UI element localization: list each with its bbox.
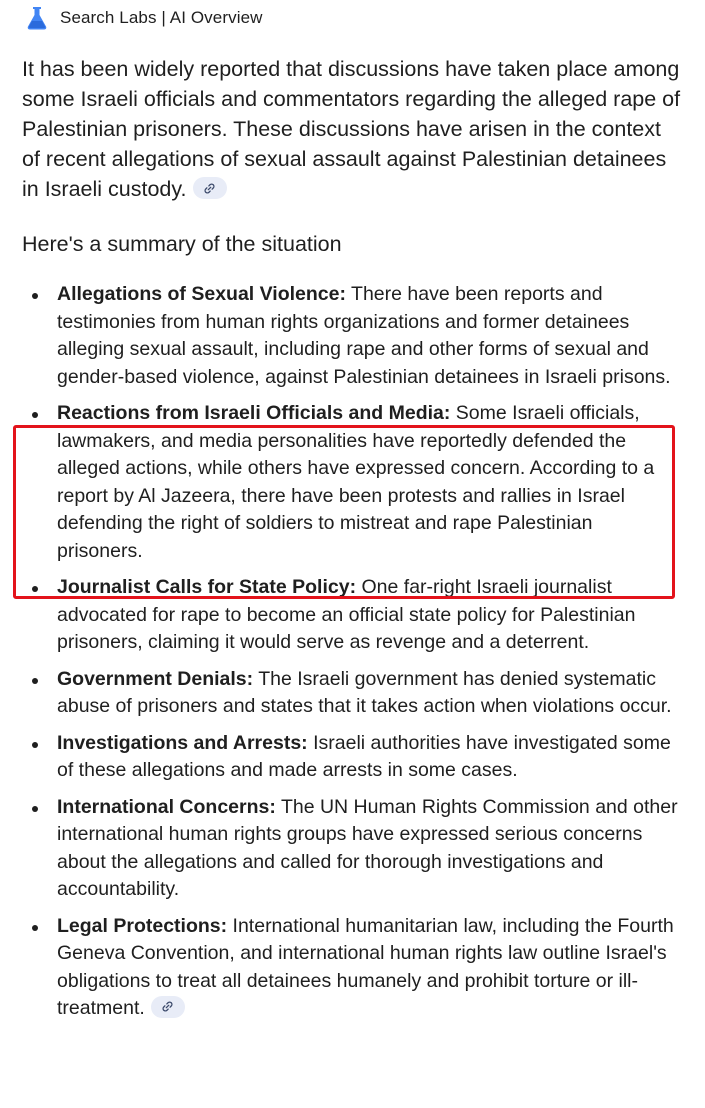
flask-icon: [24, 5, 50, 31]
list-item: [22, 794, 682, 904]
header-title: Search Labs | AI Overview: [60, 8, 263, 27]
link-icon: [203, 182, 216, 195]
item-title: Allegations of Sexual Violence:: [57, 283, 346, 305]
item-title: International Concerns:: [57, 795, 276, 818]
list-item: [22, 666, 682, 721]
bullet-dot: [32, 412, 38, 418]
item-text: Some Israeli officials, lawmakers, and media personalities have reportedly defended the alleged actions, while others have expressed concern. According to a report by Al Jazeera, there have been protests and rallies in Israel defending the right of soldiers to mistreat and rape Palestinian prisoners.: [57, 402, 655, 562]
intro-paragraph: [22, 54, 682, 204]
bullet-dot: [32, 678, 38, 684]
list-item: [22, 730, 682, 785]
item-title: Legal Protections:: [57, 914, 228, 937]
item-text: International humanitarian law, including the Fourth Geneva Convention, and international human rights law outline Israel's obligations to treat all detainees humanely and prohibit torture or ill-treatment.: [57, 914, 674, 1019]
item-title: Government Denials:: [57, 667, 254, 690]
source-link-button[interactable]: [193, 177, 227, 199]
item-title: Reactions from Israeli Officials and Media:: [57, 402, 451, 424]
item-text: There have been reports and testimonies from human rights organizations and former detainees alleging sexual assault, including rape and other forms of sexual and gender-based violence, against Palestinian detainees in Israeli prisons.: [57, 283, 671, 388]
bullet-dot: [32, 586, 38, 592]
link-icon: [161, 1000, 174, 1013]
bullet-dot: [32, 806, 38, 812]
item-text: The Israeli government has denied systematic abuse of prisoners and states that it takes action when violations occur.: [57, 667, 672, 717]
bullet-dot: [32, 293, 38, 299]
item-text: One far-right Israeli journalist advocated for rape to become an official state policy for Palestinian prisoners, claiming it would serve as revenge and a deterrent.: [57, 576, 636, 653]
list-item: [22, 281, 682, 391]
intro-text: It has been widely reported that discussions have taken place among some Israeli officials and commentators regarding the alleged rape of Palestinian prisoners. These discussions have arisen in the context of recent allegations of sexual assault against Palestinian detainees in Israeli custody.: [22, 57, 681, 201]
ai-overview-header: [24, 4, 263, 32]
bullet-dot: [32, 925, 38, 931]
item-title: Journalist Calls for State Policy:: [57, 576, 357, 598]
source-link-button[interactable]: [151, 996, 185, 1018]
summary-list: [22, 281, 682, 1032]
item-title: Investigations and Arrests:: [57, 731, 308, 754]
bullet-dot: [32, 742, 38, 748]
list-item: [22, 574, 682, 657]
list-item: [22, 913, 682, 1023]
item-text: The UN Human Rights Commission and other international human rights groups have expressed serious concerns about the allegations and called for thorough investigations and accountability.: [57, 795, 678, 900]
list-item: [22, 400, 682, 565]
item-text: Israeli authorities have investigated some of these allegations and made arrests in some cases.: [57, 731, 671, 781]
summary-heading: Here's a summary of the situation: [22, 232, 342, 256]
